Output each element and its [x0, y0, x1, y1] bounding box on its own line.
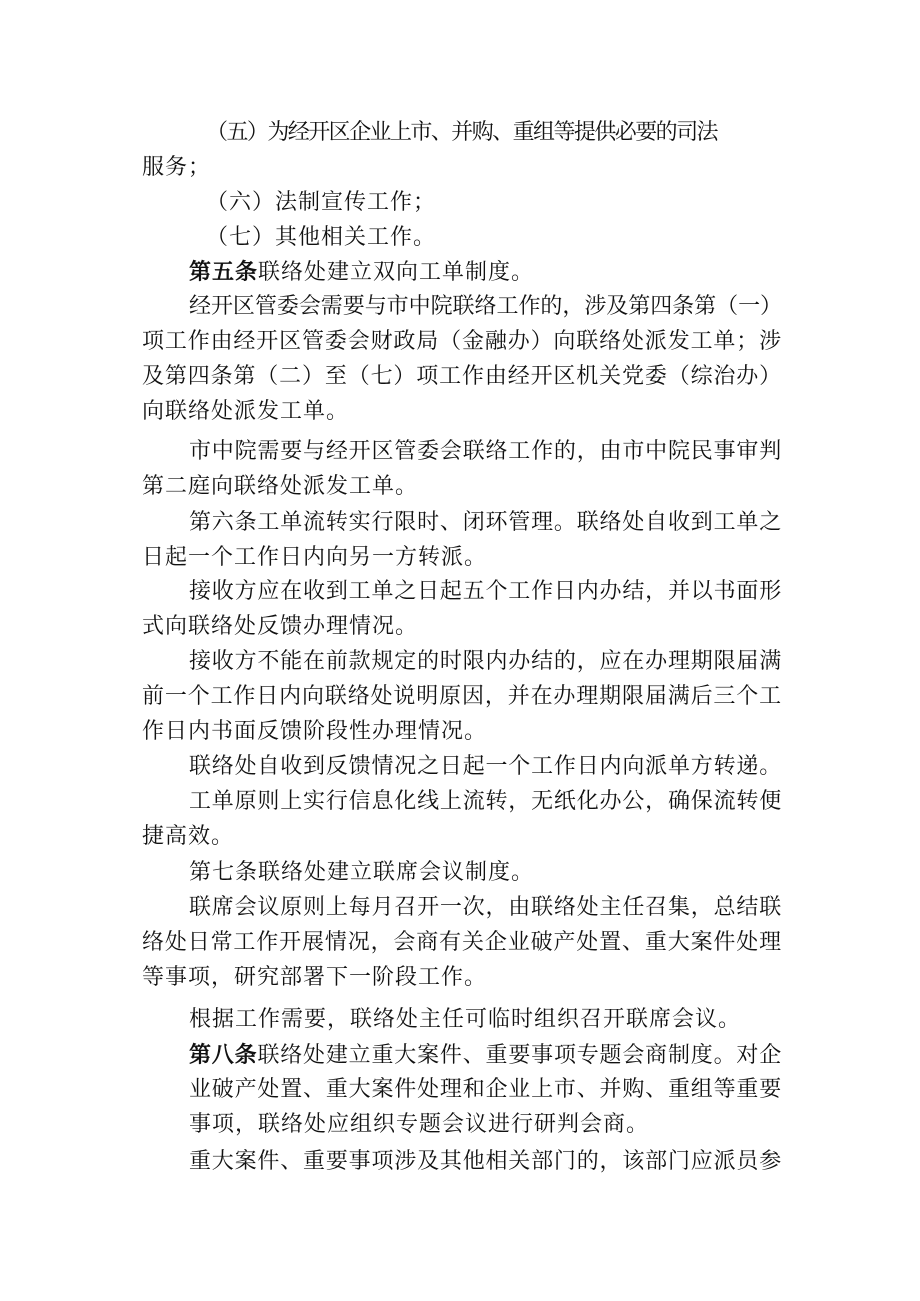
text-line: 等事项，研究部署下一阶段工作。 [142, 965, 488, 990]
text-line: 业破产处置、重大案件处理和企业上市、并购、重组等重要 [189, 1077, 783, 1102]
text-line: （七）其他相关工作。 [206, 225, 437, 250]
text-line: （五）为经开区企业上市、并购、重组等提供必要的司法 [206, 120, 718, 145]
text-line: 工单原则上实行信息化线上流转，无纸化办公，确保流转便 [189, 789, 783, 814]
text-line: 前一个工作日内向联络处说明原因，并在办理期限届满后三个工 [142, 684, 783, 709]
text-line: 联络处建立双向工单制度。 [258, 260, 535, 285]
text-line: 日起一个工作日内向另一方转派。 [142, 545, 488, 570]
article-number: 第八条 [189, 1042, 258, 1068]
article-number: 第五条 [189, 259, 259, 285]
text-line: 联络处自收到反馈情况之日起一个工作日内向派单方转递。 [189, 754, 783, 779]
text-line: 联络处建立重大案件、重要事项专题会商制度。对企 [257, 1043, 783, 1068]
text-line: 项工作由经开区管委会财政局（金融办）向联络处派发工单；涉 [142, 329, 783, 354]
article-heading-line [189, 1040, 782, 1071]
text-line: 重大案件、重要事项涉及其他相关部门的，该部门应派员参 [189, 1149, 783, 1174]
article-heading-line [189, 257, 534, 288]
text-line: 经开区管委会需要与市中院联络工作的，涉及第四条第（一） [189, 294, 783, 319]
text-line: 式向联络处反馈办理情况。 [142, 614, 419, 639]
text-line: 第七条联络处建立联席会议制度。 [189, 860, 535, 885]
text-line: 接收方应在收到工单之日起五个工作日内办结，并以书面形 [189, 579, 783, 604]
text-line: 服务； [142, 155, 212, 180]
text-line: （六）法制宣传工作； [206, 190, 437, 215]
text-line: 络处日常工作开展情况，会商有关企业破产处置、重大案件处理 [142, 930, 783, 955]
text-line: 联席会议原则上每月召开一次，由联络处主任召集，总结联 [189, 895, 783, 920]
text-line: 市中院需要与经开区管委会联络工作的，由市中院民事审判 [189, 439, 783, 464]
text-line: 捷高效。 [142, 824, 235, 849]
text-line: 第六条工单流转实行限时、闭环管理。联络处自收到工单之 [189, 510, 783, 535]
text-line: 及第四条第（二）至（七）项工作由经开区机关党委（综治办） [142, 364, 783, 389]
text-line: 向联络处派发工单。 [142, 399, 350, 424]
text-line: 事项，联络处应组织专题会议进行研判会商。 [189, 1112, 650, 1137]
text-line: 接收方不能在前款规定的时限内办结的，应在办理期限届满 [189, 649, 783, 674]
text-line: 根据工作需要，联络处主任可临时组织召开联席会议。 [189, 1007, 742, 1032]
text-line: 作日内书面反馈阶段性办理情况。 [142, 719, 488, 744]
text-line: 第二庭向联络处派发工单。 [142, 474, 419, 499]
